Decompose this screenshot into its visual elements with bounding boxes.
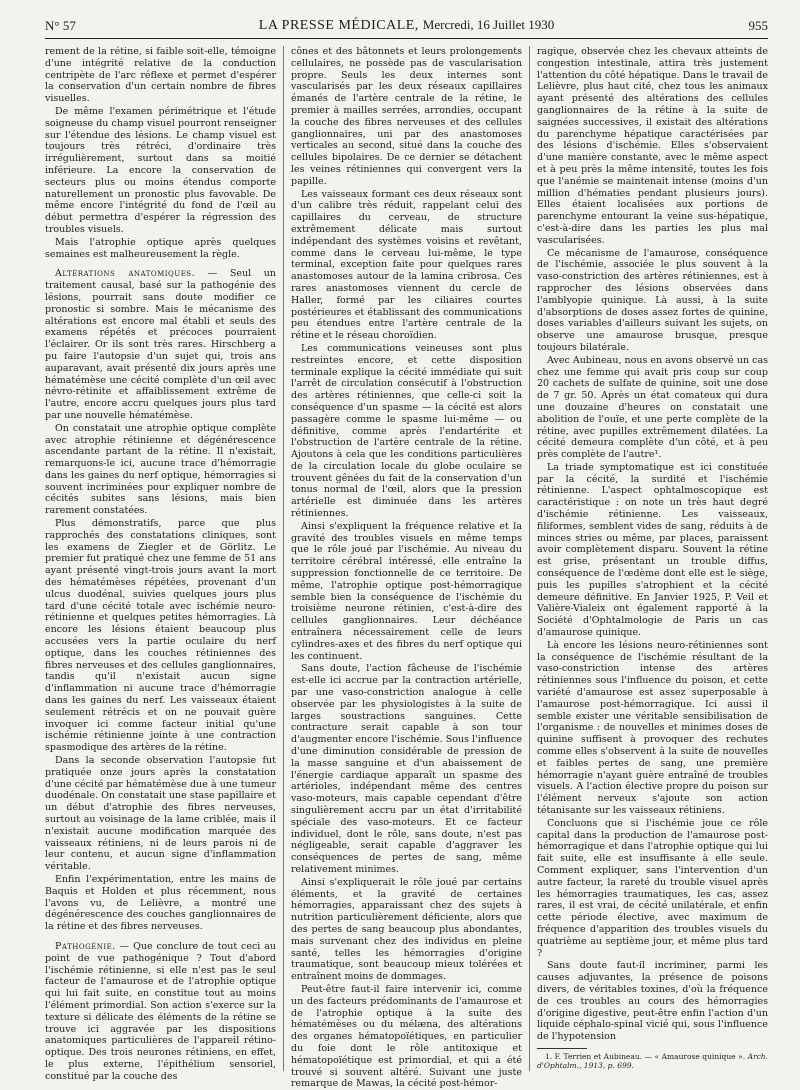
paragraph: Peut-être faut-il faire intervenir ici, comme un des facteurs prédominants de l'amaurose et de l'atrophie optique à la suite des hématémèses ou du mélæna, des altérations des organes hématopoïétiques, en particulier du foie dont le rôle antitoxique et hématopoïétique est primordial, et qui a été trouvé si souvent altéré. Suivant une juste remarque de Mawas, la cécité post-hémor- bbox=[291, 983, 522, 1090]
section-heading-pathogenie: Pathogénie. bbox=[55, 940, 116, 952]
paragraph: cônes et des bâtonnets et leurs prolongements cellulaires, ne possède pas de vascularisation propre. Seuls les deux internes sont vascularisés par les deux réseaux capillaires émanés de l'artère centrale de la rétine, le premier à mailles serrées, arrondies, occupant la couche des fibres nerveuses et des cellules ganglionnaires, uni par des anastomoses verticales au second, situé dans la couche des cellules bipolaires. De ce dernier se détachent les veines rétiniennes qui convergent vers la papille. bbox=[291, 46, 522, 187]
paragraph: On constatait une atrophie optique complète avec atrophie rétinienne et dégénérescence ascendante partant de la rétine. Il n'existait, remarquons-le ici, aucune trace d'hémorragie dans les gaines du nerf optique, hémorragies si souvent incriminées pour expliquer nombre de cécités subites sans lésions, mais bien rarement constatées. bbox=[45, 422, 276, 517]
paragraph: La triade symptomatique est ici constituée par la cécité, la surdité et l'ischémie rétinienne. L'aspect ophtalmoscopique est caractéristique : on note un très haut degré d'ischémie rétinienne. Les vaisseaux, filiformes, semblent vides de sang, réduits à de minces stries ou même, par places, paraissent avoir complètement disparu. Souvent la rétine est grise, présentant un trouble diffus, conséquence de l'œdème dont elle est le siège, puis les pupilles s'atrophient et la cécité demeure définitive. En Janvier 1925, P. Veil et Valière-Vialeix ont également rapporté à la Société d'Ophtalmologie de Paris un cas d'amaurose quinique. bbox=[537, 461, 768, 639]
paragraph: Sans doute, l'action fâcheuse de l'ischémie est-elle ici accrue par la contraction artérielle, par une vaso-constriction analogue à celle observée par les physiologistes à la suite de larges soustractions sanguines. Cette contracture serait capable à son tour d'augmenter encore l'ischémie. Sous l'influence d'une diminution considérable de pression de la masse sanguine et d'un abaissement de l'énergie cardiaque apparaît un spasme des artérioles, indépendant même des centres vaso-moteurs, mais capable cependant d'être singulièrement accru par un état d'irritabilité spéciale des vaso-moteurs. Et ce facteur individuel, dont le rôle, sans doute, n'est pas négligeable, serait capable d'aggraver les conséquences de pertes de sang, même relativement minimes. bbox=[291, 663, 522, 875]
paragraph: De même l'examen périmétrique et l'étude soigneuse du champ visuel pourront renseigner sur l'étendue des lésions. Le champ visuel est toujours très rétréci, d'ordinaire très irrégulièrement, surtout dans sa moitié inférieure. La encore la conservation de secteurs plus ou moins étendus comporte naturellement un pronostic plus favovable. De même encore l'intégrité du fond de l'œil au début permettra d'espérer la régression des troubles visuels. bbox=[45, 105, 276, 235]
column-2 bbox=[291, 46, 522, 1090]
page-header bbox=[45, 16, 768, 39]
footnote-text: 1. F. Terrien et Aubineau. — « Amaurose quinique ». bbox=[545, 1051, 746, 1061]
journal-name: LA PRESSE MÉDICALE, bbox=[258, 18, 419, 33]
masthead bbox=[45, 17, 768, 34]
paragraph: Dans la seconde observation l'autopsie fut pratiquée onze jours après la constatation d'une cécité par hématémèse due à une tumeur duodénale. On constatait une stase papillaire et un début d'atrophie des fibres nerveuses, surtout au voisinage de la lame criblée, mais il n'existait aucune modification marquée des vaisseaux rétiniens, ni de leurs parois ni de leur contenu, et aucun signe d'inflammation véritable. bbox=[45, 755, 276, 873]
paragraph-text: Seul un traitement causal, basé sur la pathogénie des lésions, pourrait sans doute modifier ce pronostic si sombre. Mais le mécanisme des altérations est encore mal établi et seuls des examens répétés et précoces pourraient l'éclairer. Or ils sont très rares. Hirschberg a pu faire l'autopsie d'un sujet qui, trois ans auparavant, avait présenté dix jours après une hématémèse une cécité complète d'un œil avec névro-rétinite et affaiblissement extrême de l'autre, encore accru quelques jours plus tard par une nouvelle hématémèse. bbox=[45, 268, 276, 421]
column-divider bbox=[283, 46, 284, 1071]
paragraph: Ainsi s'expliquerait le rôle joué par certains éléments, et la gravité de certaines hémorragies, apparaissant chez des sujets à nutrition particulièrement déficiente, alors que des pertes de sang beaucoup plus abondantes, mais survenant chez des individus en pleine santé, telles les hémorragies d'origine traumatique, sont beaucoup mieux tolérées et entraînent moins de dommages. bbox=[291, 876, 522, 983]
paragraph: Ainsi s'expliquent la fréquence relative et la gravité des troubles visuels en même temps que le rôle joué par l'ischémie. Au niveau du territoire cérébral intéressé, elle entraîne la suppression fonctionnelle de ce territoire. De même, l'atrophie optique post-hémorragique semble bien la conséquence de l'ischémie du troisième neurone rétinien, c'est-à-dire des cellules ganglionnaires. Leur déchéance entraînera nécessairement celle de leurs cylindres-axes et des fibres du nerf optique qui les continuent. bbox=[291, 520, 522, 662]
column-divider bbox=[529, 46, 530, 1071]
column-3 bbox=[537, 46, 768, 1071]
paragraph: Là encore les lésions neuro-rétiniennes sont la conséquence de l'ischémie résultant de la vaso-constriction intense des artères rétiniennes sous l'influence du poison, et cette variété d'amaurose est assez superposable à l'amaurose post-hémorragique. Ici aussi il semble exister une véritable sensibilisation de l'organisme : de nouvelles et minimes doses de quinine suffisent à provoquer des rechutes comme elles s'observent à la suite de nouvelles et faibles pertes de sang, une première hémorragie n'ayant guère entraîné de troubles visuels. A l'action élective propre du poison sur l'élément nerveux s'ajoute son action tétanisante sur les vaisseaux rétiniens. bbox=[537, 639, 768, 816]
page-number: 955 bbox=[748, 18, 768, 33]
paragraph: Enfin l'expérimentation, entre les mains de Baquis et Holden et plus récemment, nous l'avons vu, de Lelièvre, a montré une dégénérescence des couches ganglionnaires de la rétine et des fibres nerveuses. bbox=[45, 873, 276, 933]
paragraph: Avec Aubineau, nous en avons observé un cas chez une femme qui avait pris coup sur coup 20 cachets de sulfate de quinine, soit une dose de 7 gr. 50. Après un état comateux qui dura une douzaine d'heures on constatait une abolition de l'ouïe, et une perte complète de la rétine, avec pupilles extrêmement dilatées. La cécité demeura complète d'un côté, et à peu près complète de l'autre¹. bbox=[537, 354, 768, 461]
footnote-reference: Arch. d'Ophtalm., 1913, p. 699. bbox=[537, 1051, 768, 1070]
column-1 bbox=[45, 46, 277, 1082]
issue-number: N° 57 bbox=[45, 18, 76, 33]
paragraph: Mais l'atrophie optique après quelques semaines est malheureusement la règle. bbox=[45, 236, 276, 260]
article-columns bbox=[45, 46, 768, 1090]
footnote-rule bbox=[537, 1048, 587, 1049]
paragraph: Plus démonstratifs, parce que plus rapprochés des constatations cliniques, sont les examens de Ziegler et de Görlitz. Le premier fut pratiqué chez une femme de 51 ans ayant présenté vingt-trois jours avant la mort des hématémèses répétées, provenant d'un ulcus duodénal, suivies quelques jours plus tard d'une cécité totale avec ischémie neuro-rétinienne et quelques petites hémorragies. Là encore les lésions étaient beaucoup plus accusées vers la partie oculaire du nerf optique, dans les couches rétiniennes des fibres nerveuses et des cellules ganglionnaires, tandis qu'il n'existait aucun signe d'inflammation ni aucune trace d'hémorragie dans les gaines du nerf. Les vaisseaux étaient seulement rétrécis et on ne pouvait guère invoquer ici comme facteur initial qu'une ischémie rétinienne jointe à une contraction spasmodique des artères de la rétine. bbox=[45, 518, 276, 754]
paragraph: Pathogénie. — Que conclure de tout ceci au point de vue pathogénique ? Tout d'abord l'ischémie rétinienne, si elle n'est pas le seul facteur de l'amaurose et de l'atrophie optique qui lui fait suite, en constitue tout au moins l'élément primordial. Son action s'exerce sur la texture si délicate des éléments de la rétine se trouve ici aggravée par les dispositions anatomiques particulières de l'appareil rétino-optique. Des trois neurones rétiniens, en effet, le plus externe, l'épithélium sensoriel, constitué par la couche des bbox=[45, 940, 277, 1082]
paragraph: Altérations anatomiques. — Seul un traitement causal, basé sur la pathogénie des lésions, pourrait sans doute modifier ce pronostic si sombre. Mais le mécanisme des altérations est encore mal établi et seuls des examens répétés et précoces pourraient l'éclairer. Or ils sont très rares. Hirschberg a pu faire l'autopsie d'un sujet qui, trois ans auparavant, avait présenté dix jours après une hématémèse une cécité complète d'un œil avec névro-rétinite et affaiblissement extrême de l'autre, encore accru quelques jours plus tard par une nouvelle hématémèse. bbox=[45, 268, 276, 421]
footnote bbox=[537, 1052, 768, 1070]
paragraph: Concluons que si l'ischémie joue ce rôle capital dans la production de l'amaurose post-hémorragique et dans l'atrophie optique qui lui fait suite, elle est insuffisante à elle seule. Comment expliquer, sans l'intervention d'un autre facteur, la rareté du trouble visuel après les hémorragies traumatiques, les cas, assez rares, il est vrai, de cécité unilatérale, et enfin cette période élective, avec maximum de fréquence d'apparition des troubles visuels du quatrième au septième jour, et même plus tard ? bbox=[537, 817, 768, 959]
paragraph: rement de la rétine, si faible soit-elle, témoigne d'une intégrité relative de la conduction centripète de l'arc réflexe et permet d'espérer la conservation d'un certain nombre de fibres visuelles. bbox=[45, 46, 276, 105]
section-heading-alterations: Altérations anatomiques. bbox=[55, 268, 196, 280]
paragraph: Les vaisseaux formant ces deux réseaux sont d'un calibre très réduit, rappelant celui des capillaires du cerveau, de structure extrêmement délicate mais surtout indépendant des systèmes voisins et revêtant, comme dans le cerveau lui-même, le type terminal, exception faite pour quelques rares anastomoses autour de la lamina cribrosa. Ces rares anastomoses viennent du cercle de Haller, formé par les ciliaires courtes postérieures et établissant des communications peu étendues entre l'artère centrale de la rétine et le réseau choroïdien. bbox=[291, 188, 522, 342]
paragraph-text: Que conclure de tout ceci au point de vue pathogénique ? Tout d'abord l'ischémie rétinienne, si elle n'est pas le seul facteur de l'amaurose et de l'atrophie optique qui lui fait suite, en constitue tout au moins l'élément primordial. Son action s'exerce sur la texture si délicate des éléments de la rétine se trouve ici aggravée par les dispositions anatomiques particulières de l'appareil rétino-optique. Des trois neurones rétiniens, en effet, le plus externe, l'épithélium sensoriel, constitué par la couche des bbox=[45, 940, 277, 1082]
paragraph: ragique, observée chez les chevaux atteints de congestion intestinale, attira très justement l'attention du côté hépatique. Dans le travail de Lelièvre, plus haut cité, chez tous les animaux ayant présenté des altérations des cellules ganglionnaires de la rétine à la suite de saignées successives, il existait des altérations du parenchyme hépatique caractérisées par des lésions d'ischémie. Elles s'observaient d'une manière constante, avec le même aspect et à peu près la même intensité, toutes les fois que l'anémie se maintenait intense (moins d'un million d'hématies pendant plusieurs jours). Elles étaient localisées aux portions de parenchyme entourant la veine sus-hépatique, c'est-à-dire dans les parties les plus mal vascularisées. bbox=[537, 46, 768, 246]
paragraph: Ce mécanisme de l'amaurose, conséquence de l'ischémie, associée le plus souvent à la vaso-constriction des artères rétiniennes, est à rapprocher des lésions observées dans l'amblyopie quinique. Là aussi, à la suite d'absorptions de doses assez fortes de quinine, doses variables d'ailleurs suivant les sujets, on observe une amaurose brusque, presque toujours bilatérale. bbox=[537, 247, 768, 353]
issue-date: Mercredi, 16 Juillet 1930 bbox=[422, 17, 555, 32]
paragraph: Sans doute faut-il incriminer, parmi les causes adjuvantes, la présence de poisons divers, de véritables toxines, d'où la fréquence de ces troubles au cours des hémorragies d'origine digestive, peut-être enfin l'action d'un liquide céphalo-spinal vicié qui, sous l'influence de l'hypotension bbox=[537, 960, 768, 1043]
paragraph: Les communications veineuses sont plus restreintes encore, et cette disposition terminale explique la cécité immédiate qui suit l'arrêt de circulation consécutif à l'obstruction des artères rétiniennes, que celle-ci soit la conséquence d'un spasme — la cécité est alors passagère comme le spasme lui-même — ou définitive, comme après l'endartérite et l'obstruction de l'artère centrale de la rétine. Ajoutons à cela que les conditions particulières de la circulation locale du globe oculaire se trouvent gênées du fait de la conservation d'un tonus normal de l'œil, alors que la pression artérielle est diminuée dans les artères rétiniennes. bbox=[291, 342, 522, 520]
